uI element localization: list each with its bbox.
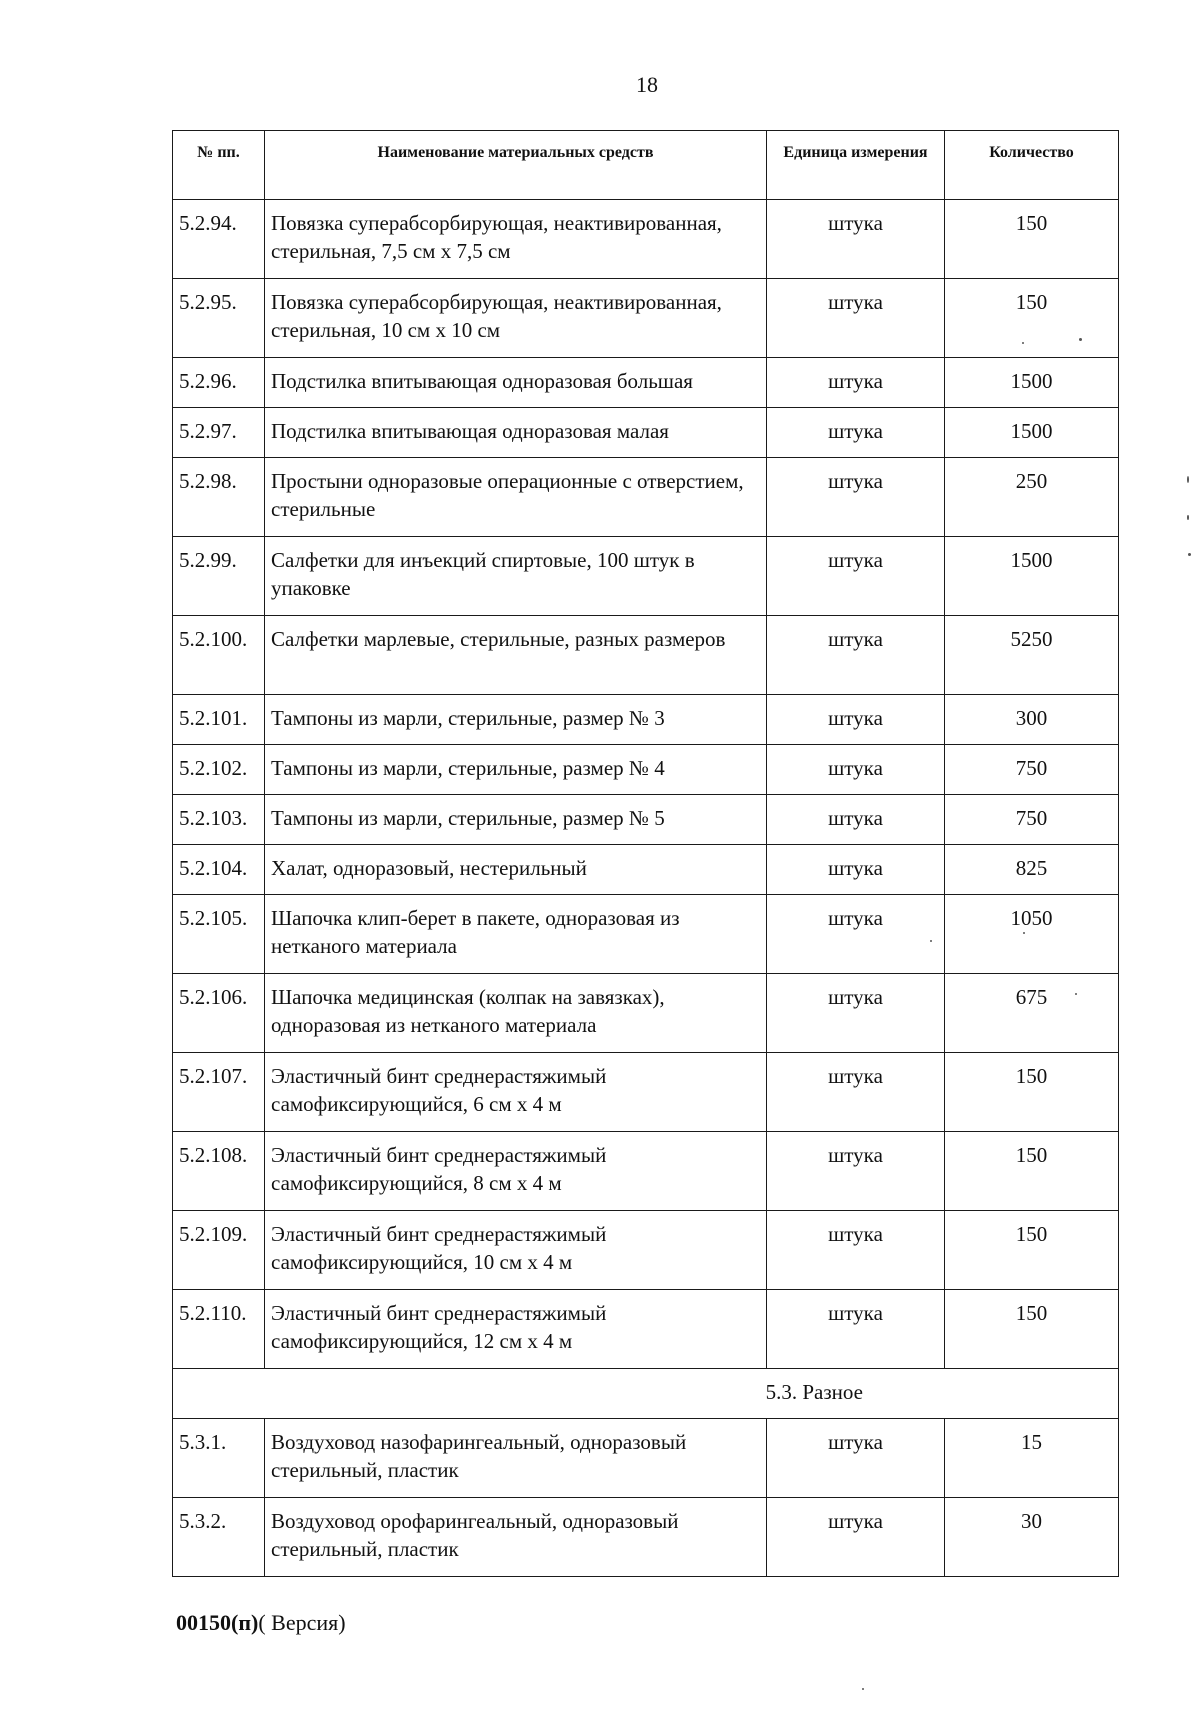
- row-num: 5.2.100.: [173, 616, 265, 695]
- table-row: [173, 1498, 1119, 1577]
- row-qty: 250: [945, 458, 1119, 537]
- table-row: [173, 537, 1119, 616]
- row-qty: 750: [945, 745, 1119, 795]
- scan-speck: [1187, 476, 1189, 483]
- scan-speck: [1079, 338, 1082, 341]
- row-num: 5.3.2.: [173, 1498, 265, 1577]
- row-qty: 150: [945, 1211, 1119, 1290]
- table-row: [173, 458, 1119, 537]
- row-qty: 750: [945, 795, 1119, 845]
- row-name: Простыни одноразовые операционные с отверстием, стерильные: [265, 458, 767, 537]
- document-version: ( Версия): [258, 1610, 346, 1635]
- row-qty: 5250: [945, 616, 1119, 695]
- row-unit: штука: [767, 279, 945, 358]
- row-num: 5.2.94.: [173, 200, 265, 279]
- row-qty: 150: [945, 279, 1119, 358]
- row-name: Шапочка медицинская (колпак на завязках), одноразовая из нетканого материала: [265, 974, 767, 1053]
- table-row: [173, 1290, 1119, 1369]
- row-qty: 825: [945, 845, 1119, 895]
- table-row: [173, 200, 1119, 279]
- section-title: 5.3. Разное: [173, 1369, 1119, 1419]
- row-unit: штука: [767, 458, 945, 537]
- row-num: 5.2.107.: [173, 1053, 265, 1132]
- row-unit: штука: [767, 1419, 945, 1498]
- row-name: Салфетки марлевые, стерильные, разных размеров: [265, 616, 767, 695]
- row-unit: штука: [767, 1498, 945, 1577]
- table-row: [173, 845, 1119, 895]
- row-unit: штука: [767, 358, 945, 408]
- row-unit: штука: [767, 1290, 945, 1369]
- scan-speck: [930, 940, 932, 942]
- row-qty: 1050: [945, 895, 1119, 974]
- row-num: 5.2.105.: [173, 895, 265, 974]
- page-number: 18: [636, 72, 658, 97]
- row-num: 5.2.97.: [173, 408, 265, 458]
- row-qty: 30: [945, 1498, 1119, 1577]
- row-qty: 1500: [945, 537, 1119, 616]
- row-name: Шапочка клип-берет в пакете, одноразовая из нетканого материала: [265, 895, 767, 974]
- table-header: [173, 131, 1119, 200]
- row-qty: 1500: [945, 408, 1119, 458]
- row-num: 5.2.110.: [173, 1290, 265, 1369]
- row-num: 5.2.101.: [173, 695, 265, 745]
- row-qty: 150: [945, 1053, 1119, 1132]
- row-name: Повязка суперабсорбирующая, неактивированная, стерильная, 7,5 см х 7,5 см: [265, 200, 767, 279]
- table-row: [173, 616, 1119, 695]
- row-unit: штука: [767, 795, 945, 845]
- table-body: [173, 200, 1119, 1577]
- scan-speck: [1188, 553, 1191, 556]
- row-unit: штука: [767, 1132, 945, 1211]
- table-row: [173, 279, 1119, 358]
- row-num: 5.2.99.: [173, 537, 265, 616]
- header-row: [173, 131, 1119, 200]
- row-name: Тампоны из марли, стерильные, размер № 5: [265, 795, 767, 845]
- scan-speck: [1187, 515, 1189, 520]
- row-unit: штука: [767, 200, 945, 279]
- scan-speck: [1023, 932, 1025, 934]
- row-name: Эластичный бинт среднерастяжимый самофиксирующийся, 12 см х 4 м: [265, 1290, 767, 1369]
- table-row: [173, 1053, 1119, 1132]
- table-row: [173, 358, 1119, 408]
- row-qty: 300: [945, 695, 1119, 745]
- row-name: Подстилка впитывающая одноразовая большая: [265, 358, 767, 408]
- row-num: 5.2.106.: [173, 974, 265, 1053]
- table-row: [173, 745, 1119, 795]
- row-unit: штука: [767, 1053, 945, 1132]
- materials-table: [172, 130, 1119, 1577]
- row-name: Тампоны из марли, стерильные, размер № 3: [265, 695, 767, 745]
- table-row: [173, 895, 1119, 974]
- scan-speck: [1075, 993, 1077, 995]
- row-unit: штука: [767, 745, 945, 795]
- row-num: 5.2.98.: [173, 458, 265, 537]
- table-row: [173, 974, 1119, 1053]
- row-name: Эластичный бинт среднерастяжимый самофиксирующийся, 8 см х 4 м: [265, 1132, 767, 1211]
- header-qty: Количество: [945, 131, 1119, 200]
- row-name: Повязка суперабсорбирующая, неактивированная, стерильная, 10 см х 10 см: [265, 279, 767, 358]
- row-unit: штука: [767, 537, 945, 616]
- row-qty: 150: [945, 200, 1119, 279]
- row-qty: 15: [945, 1419, 1119, 1498]
- row-unit: штука: [767, 408, 945, 458]
- document-code: 00150(п): [176, 1610, 259, 1635]
- row-qty: 675: [945, 974, 1119, 1053]
- row-num: 5.2.108.: [173, 1132, 265, 1211]
- scan-speck: [1022, 342, 1024, 344]
- section-header-row: [173, 1369, 1119, 1419]
- row-name: Эластичный бинт среднерастяжимый самофиксирующийся, 6 см х 4 м: [265, 1053, 767, 1132]
- table-row: [173, 1211, 1119, 1290]
- row-unit: штука: [767, 895, 945, 974]
- row-name: Халат, одноразовый, нестерильный: [265, 845, 767, 895]
- document-footer: [176, 1610, 346, 1636]
- row-num: 5.2.96.: [173, 358, 265, 408]
- row-name: Воздуховод назофарингеальный, одноразовый стерильный, пластик: [265, 1419, 767, 1498]
- row-qty: 1500: [945, 358, 1119, 408]
- header-name: Наименование материальных средств: [265, 131, 767, 200]
- row-name: Салфетки для инъекций спиртовые, 100 штук в упаковке: [265, 537, 767, 616]
- header-num: № пп.: [173, 131, 265, 200]
- row-name: Тампоны из марли, стерильные, размер № 4: [265, 745, 767, 795]
- row-name: Подстилка впитывающая одноразовая малая: [265, 408, 767, 458]
- row-qty: 150: [945, 1132, 1119, 1211]
- header-unit: Единица измерения: [767, 131, 945, 200]
- row-unit: штука: [767, 695, 945, 745]
- row-num: 5.2.103.: [173, 795, 265, 845]
- row-num: 5.2.102.: [173, 745, 265, 795]
- row-num: 5.2.104.: [173, 845, 265, 895]
- row-num: 5.2.95.: [173, 279, 265, 358]
- scan-speck: [862, 1688, 864, 1690]
- row-name: Эластичный бинт среднерастяжимый самофиксирующийся, 10 см х 4 м: [265, 1211, 767, 1290]
- row-unit: штука: [767, 974, 945, 1053]
- row-unit: штука: [767, 616, 945, 695]
- row-num: 5.3.1.: [173, 1419, 265, 1498]
- table-row: [173, 408, 1119, 458]
- table-row: [173, 1419, 1119, 1498]
- row-unit: штука: [767, 1211, 945, 1290]
- row-name: Воздуховод орофарингеальный, одноразовый стерильный, пластик: [265, 1498, 767, 1577]
- row-qty: 150: [945, 1290, 1119, 1369]
- row-unit: штука: [767, 845, 945, 895]
- table-row: [173, 795, 1119, 845]
- table-row: [173, 695, 1119, 745]
- table-row: [173, 1132, 1119, 1211]
- row-num: 5.2.109.: [173, 1211, 265, 1290]
